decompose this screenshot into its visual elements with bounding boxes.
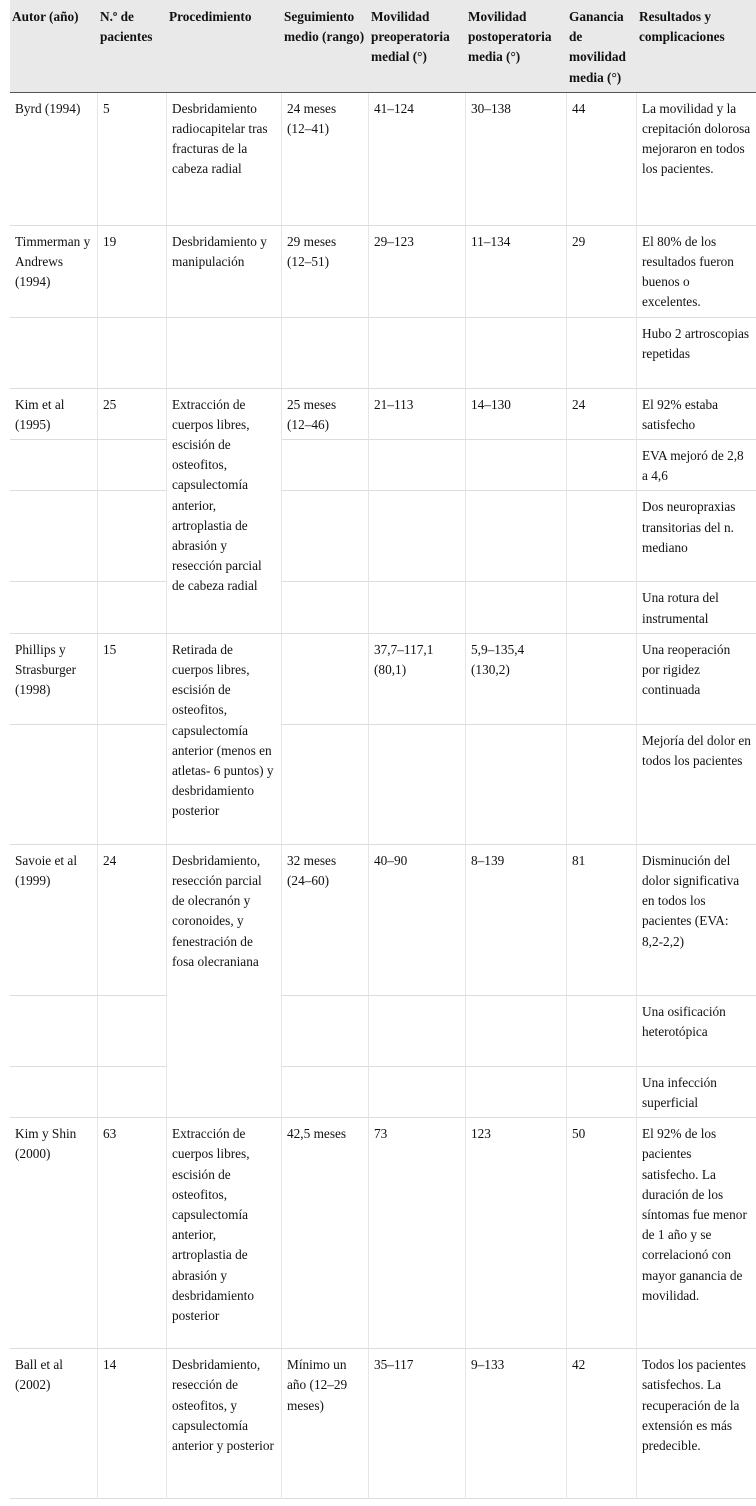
followup-cell: 25 meses (12–46) xyxy=(282,389,369,440)
patients-cell: 5 xyxy=(98,93,167,226)
table-row xyxy=(10,93,756,226)
header-followup: Seguimiento medio (rango) xyxy=(282,0,369,93)
followup-cell xyxy=(282,634,369,725)
patients-cell: 24 xyxy=(98,845,167,996)
postop-cell: 5,9–135,4 (130,2) xyxy=(466,634,567,725)
result-cell: Disminución del dolor significativa en todos los pacientes (EVA: 8,2-2,2) xyxy=(637,845,756,996)
result-cell: EVA mejoró de 2,8 a 4,6 xyxy=(637,440,756,491)
preop-cell: 29–123 xyxy=(369,226,466,318)
result-cell: Una infección superficial xyxy=(637,1067,756,1118)
header-row xyxy=(10,0,756,93)
header-postop-mobility: Movilidad postoperatoria media (°) xyxy=(466,0,567,93)
postop-cell: 8–139 xyxy=(466,845,567,996)
postop-cell: 30–138 xyxy=(466,93,567,226)
postop-cell: 14–130 xyxy=(466,389,567,440)
procedure-cell: Desbridamiento, resección parcial de olecranón y coronoides, y fenestración de fosa olecraniana xyxy=(167,845,282,1118)
author-cell: Savoie et al (1999) xyxy=(10,845,98,996)
procedure-cell: Desbridamiento y manipulación xyxy=(167,226,282,318)
result-cell: Dos neuropraxias transitorias del n. mediano xyxy=(637,491,756,582)
author-cell: Ball et al (2002) xyxy=(10,1349,98,1499)
table-row xyxy=(10,634,756,725)
postop-cell: 123 xyxy=(466,1118,567,1349)
gain-cell: 29 xyxy=(567,226,637,318)
preop-cell: 41–124 xyxy=(369,93,466,226)
result-cell: Mejoría del dolor en todos los pacientes xyxy=(637,725,756,845)
preop-cell: 40–90 xyxy=(369,845,466,996)
patients-cell: 14 xyxy=(98,1349,167,1499)
table-row xyxy=(10,1067,756,1118)
preop-cell: 73 xyxy=(369,1118,466,1349)
postop-cell: 11–134 xyxy=(466,226,567,318)
author-cell: Phillips y Strasburger (1998) xyxy=(10,634,98,725)
table-row xyxy=(10,996,756,1067)
result-cell: Todos los pacientes satisfechos. La recuperación de la extensión es más predecible. xyxy=(637,1349,756,1499)
followup-cell: 29 meses (12–51) xyxy=(282,226,369,318)
followup-cell: 24 meses (12–41) xyxy=(282,93,369,226)
patients-cell: 15 xyxy=(98,634,167,725)
gain-cell: 42 xyxy=(567,1349,637,1499)
header-mobility-gain: Ganancia de movilidad media (°) xyxy=(567,0,637,93)
result-cell: Hubo 2 artroscopias repetidas xyxy=(637,318,756,389)
table-row xyxy=(10,725,756,845)
result-cell: Una rotura del instrumental xyxy=(637,582,756,633)
author-cell: Kim et al (1995) xyxy=(10,389,98,440)
procedure-cell: Desbridamiento radiocapitelar tras fracturas de la cabeza radial xyxy=(167,93,282,226)
table-row xyxy=(10,1118,756,1349)
followup-cell: 42,5 meses xyxy=(282,1118,369,1349)
followup-cell: 32 meses (24–60) xyxy=(282,845,369,996)
author-cell: Byrd (1994) xyxy=(10,93,98,226)
followup-cell: Mínimo un año (12–29 meses) xyxy=(282,1349,369,1499)
table-row xyxy=(10,389,756,440)
result-cell: Una osificación heterotópica xyxy=(637,996,756,1067)
table-row xyxy=(10,440,756,491)
table-row xyxy=(10,582,756,633)
patients-cell: 19 xyxy=(98,226,167,318)
preop-cell: 21–113 xyxy=(369,389,466,440)
postop-cell: 9–133 xyxy=(466,1349,567,1499)
gain-cell: 44 xyxy=(567,93,637,226)
procedure-cell: Extracción de cuerpos libres, escisión de osteofitos, capsulectomía anterior, artroplastia de abrasión y resección parcial de cabeza radial xyxy=(167,389,282,634)
result-cell: La movilidad y la crepitación dolorosa mejoraron en todos los pacientes. xyxy=(637,93,756,226)
preop-cell: 37,7–117,1 (80,1) xyxy=(369,634,466,725)
table-row xyxy=(10,318,756,389)
gain-cell: 24 xyxy=(567,389,637,440)
header-preop-mobility: Movilidad preoperatoria medial (°) xyxy=(369,0,466,93)
table-row xyxy=(10,226,756,318)
gain-cell xyxy=(567,634,637,725)
procedure-cell: Retirada de cuerpos libres, escisión de osteofitos, capsulectomía anterior (menos en atletas- 6 puntos) y desbridamiento posterior xyxy=(167,634,282,845)
procedure-cell: Extracción de cuerpos libres, escisión de osteofitos, capsulectomía anterior, artroplastia de abrasión y desbridamiento posterior xyxy=(167,1118,282,1349)
gain-cell: 81 xyxy=(567,845,637,996)
header-author: Autor (año) xyxy=(10,0,98,93)
result-cell: El 80% de los resultados fueron buenos o excelentes. xyxy=(637,226,756,318)
table-row xyxy=(10,491,756,582)
procedure-cell: Desbridamiento, resección de osteofitos, y capsulectomía anterior y posterior xyxy=(167,1349,282,1499)
header-results: Resultados y complicaciones xyxy=(637,0,756,93)
patients-cell: 25 xyxy=(98,389,167,440)
author-cell: Kim y Shin (2000) xyxy=(10,1118,98,1349)
gain-cell: 50 xyxy=(567,1118,637,1349)
result-cell: Una reoperación por rigidez continuada xyxy=(637,634,756,725)
result-cell: El 92% estaba satisfecho xyxy=(637,389,756,440)
preop-cell: 35–117 xyxy=(369,1349,466,1499)
outcomes-table xyxy=(10,0,756,1499)
table-row xyxy=(10,1349,756,1499)
header-procedure: Procedimiento xyxy=(167,0,282,93)
header-patients: N.º de pacientes xyxy=(98,0,167,93)
patients-cell: 63 xyxy=(98,1118,167,1349)
table-row xyxy=(10,845,756,996)
result-cell: El 92% de los pacientes satisfecho. La duración de los síntomas fue menor de 1 año y se correlacionó con mayor ganancia de movilidad. xyxy=(637,1118,756,1349)
author-cell: Timmerman y Andrews (1994) xyxy=(10,226,98,318)
